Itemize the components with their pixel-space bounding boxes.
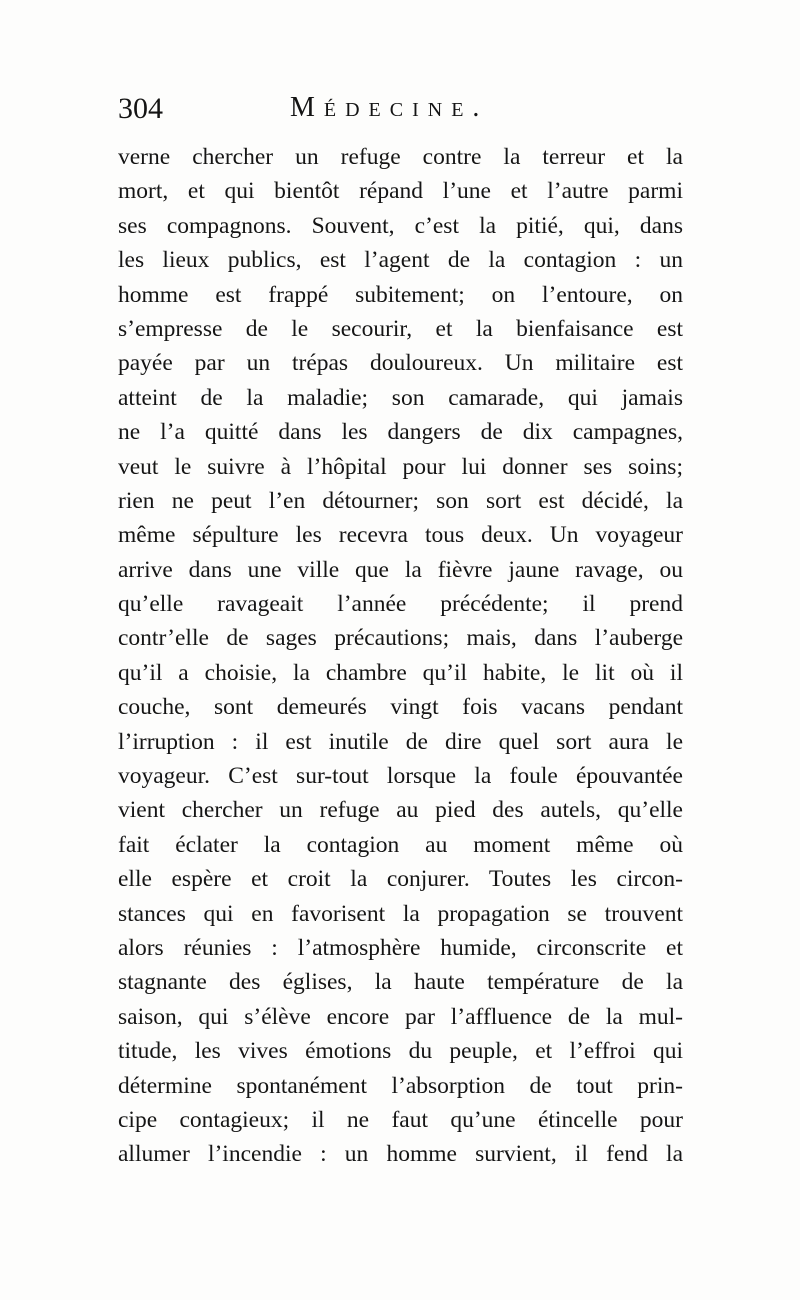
text-line: alors réunies : l’atmosphère humide, circonscrite et [118,934,683,961]
text-line: contr’elle de sages précautions; mais, dans l’auberge [118,625,683,652]
text-line: l’irruption : il est inutile de dire quel sort aura le [118,728,683,755]
text-line: fait éclater la contagion au moment même où [118,831,683,858]
text-line: ses compagnons. Souvent, c’est la pitié, qui, dans [118,212,683,239]
text-line: payée par un trépas douloureux. Un militaire est [118,350,683,377]
text-line: rien ne peut l’en détourner; son sort est décidé, la [118,487,683,514]
text-line: s’empresse de le secourir, et la bienfaisance est [118,315,683,342]
text-line: veut le suivre à l’hôpital pour lui donner ses soins; [118,453,683,480]
text-line: verne chercher un refuge contre la terreur et la [118,144,683,170]
text-line: allumer l’incendie : un homme survient, il fend la [118,1141,683,1168]
text-line: vient chercher un refuge au pied des autels, qu’elle [118,797,683,824]
text-line: atteint de la maladie; son camarade, qui jamais [118,384,683,411]
text-line: qu’il a choisie, la chambre qu’il habite, le lit où il [118,659,683,686]
text-line: stagnante des églises, la haute température de la [118,969,683,996]
text-line: stances qui en favorisent la propagation se trouvent [118,900,683,927]
text-line: titude, les vives émotions du peuple, et l’effroi qui [118,1038,683,1065]
text-line: arrive dans une ville que la fièvre jaune ravage, ou [118,556,683,583]
body-text [118,140,683,1172]
running-head [118,92,688,132]
text-line: couche, sont demeurés vingt fois vacans pendant [118,694,683,721]
text-line: mort, et qui bientôt répand l’une et l’autre parmi [118,178,683,205]
text-line: détermine spontanément l’absorption de tout prin- [118,1072,683,1099]
text-line: ne l’a quitté dans les dangers de dix campagnes, [118,419,683,446]
text-line: elle espère et croit la conjurer. Toutes les circon- [118,866,683,893]
text-line: saison, qui s’élève encore par l’affluence de la mul- [118,1003,683,1030]
text-line: cipe contagieux; il ne faut qu’une étincelle pour [118,1106,683,1133]
text-line: voyageur. C’est sur-tout lorsque la foule épouvantée [118,763,683,790]
section-title: Médecine. [290,92,489,123]
text-line: homme est frappé subitement; on l’entoure, on [118,281,683,308]
page-number: 304 [118,92,163,125]
text-line: même sépulture les recevra tous deux. Un voyageur [118,522,683,549]
text-line: les lieux publics, est l’agent de la contagion : un [118,247,683,274]
text-line: qu’elle ravageait l’année précédente; il prend [118,591,683,618]
